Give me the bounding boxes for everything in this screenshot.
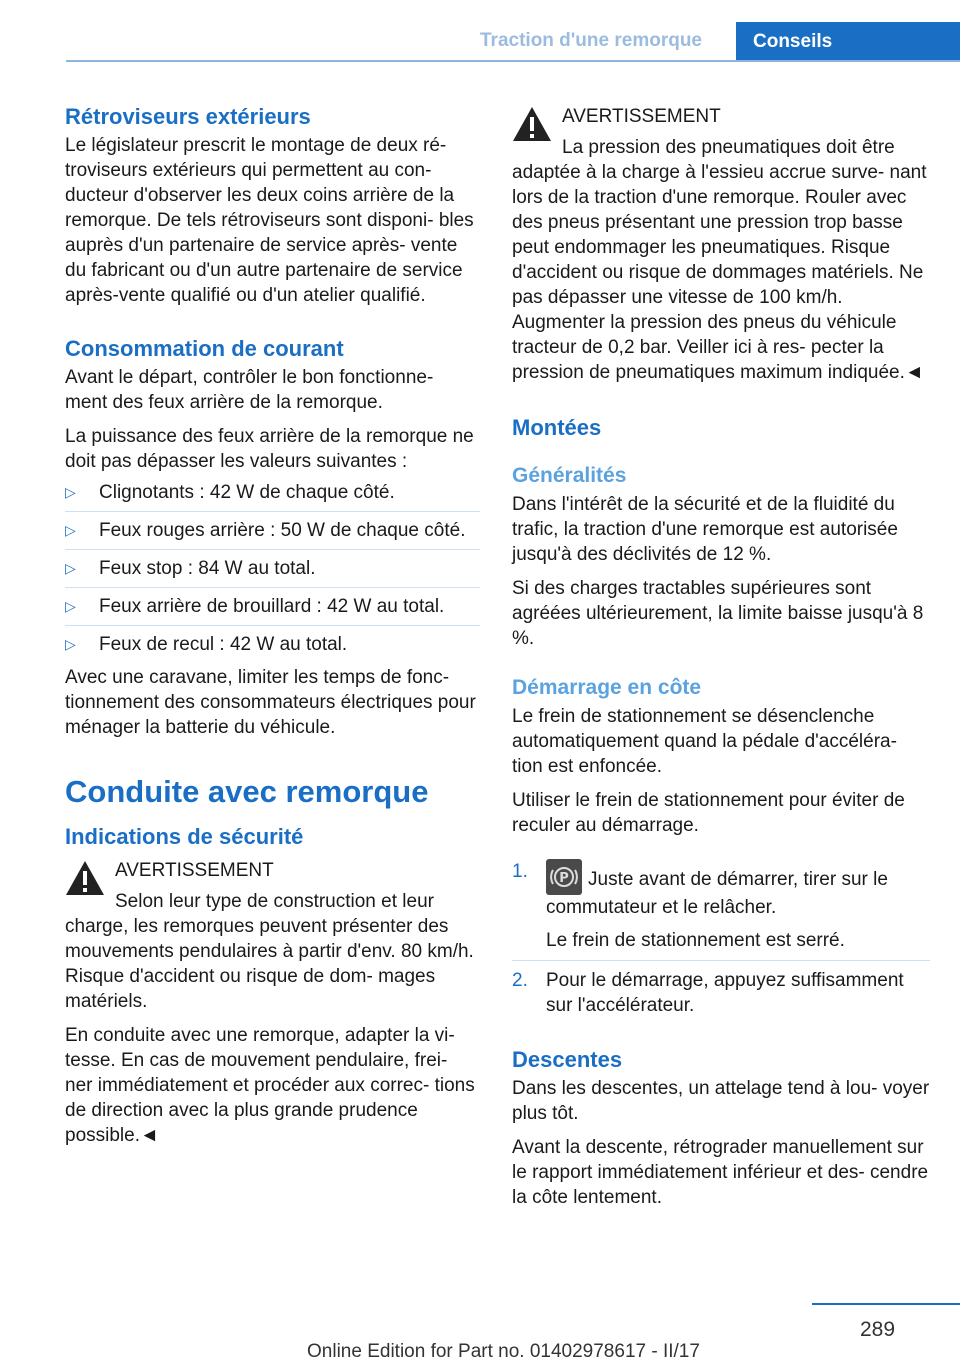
warning-text-2: En conduite avec une remorque, adapter la vi- tesse. En cas de mouvement pendulaire, frei- ner immédiatement et procéder aux correc- tions de direction avec la plus grande prudence possible.◄ (65, 1025, 475, 1146)
parking-brake-icon (546, 859, 582, 895)
triangle-bullet-icon: ▷ (65, 484, 76, 500)
heading-descents: Descentes (512, 1047, 623, 1072)
triangle-bullet-icon: ▷ (65, 636, 76, 652)
header-rule (66, 60, 960, 62)
power-p1: Avant le départ, contrôler le bon fonctionne- ment des feux arrière de la remorque. (65, 367, 434, 413)
power-p3: Avec une caravane, limiter les temps de fonc- tionnement des consommateurs électriques pour ménager la batterie du véhicule. (65, 667, 476, 738)
hill-p1: Le frein de stationnement se désenclenche automatiquement quand la pédale d'accéléra- tion est enfoncée. (512, 706, 897, 777)
warning-label: AVERTISSEMENT (115, 860, 274, 881)
power-p2: La puissance des feux arrière de la remorque ne doit pas dépasser les valeurs suivantes : (65, 426, 474, 472)
warning-block-trailer (65, 858, 480, 1014)
heading-power: Consommation de courant (65, 336, 344, 361)
footer-rule (812, 1303, 960, 1305)
heading-slopes: Montées (512, 415, 602, 440)
list-item: 1. P Juste avant de démarrer, tirer sur le commutateur et le relâcher. Le frein de stationnement est serré. (512, 852, 930, 961)
header-chapter-tab (736, 22, 960, 62)
right-column (512, 104, 930, 1219)
step-sub: Le frein de stationnement est serré. (546, 930, 845, 951)
step-number: 1. (512, 861, 528, 882)
hill-p2: Utiliser le frein de stationnement pour éviter de reculer au démarrage. (512, 790, 905, 836)
list-item: ▷ Feux de recul : 42 W au total. (65, 634, 348, 655)
triangle-bullet-icon: ▷ (65, 522, 76, 538)
header-chapter-label: Conseils (753, 31, 833, 52)
warning-text: Selon leur type de construction et leur charge, les remorques peuvent présenter des mouvements pendulaires à partir d'env. 80 km/h. Risque d'accident ou risque de dom- mages matériels. (65, 891, 474, 1012)
step-number: 2. (512, 970, 528, 991)
heading-hill-start: Démarrage en côte (512, 676, 702, 699)
warning-icon (65, 860, 105, 896)
list-item: 2. Pour le démarrage, appuyez suffisamment sur l'accélérateur. (512, 970, 904, 1016)
mirrors-text: Le législateur prescrit le montage de deux ré- troviseurs extérieurs qui permettent au con- ducteur d'observer les deux coins arrière de la remorque. De tels rétroviseurs sont disponi- bles auprès d'un partenaire de service après- vente du fabricant ou d'un autre partenaire de service après-vente qualifié ou d'un atelier qualifié. (65, 135, 474, 306)
warning-label: AVERTISSEMENT (562, 106, 721, 127)
heading-general: Généralités (512, 464, 627, 487)
heading-mirrors: Rétroviseurs extérieurs (65, 104, 311, 129)
list-item: ▷ Feux arrière de brouillard : 42 W au total. (65, 588, 480, 626)
warning-block-tires (512, 104, 930, 385)
steps-list (512, 852, 930, 1025)
warning-text: La pression des pneumatiques doit être adaptée à la charge à l'essieu accrue surve- nant lors de la traction d'une remorque. Rouler avec des pneus présentant une pression trop basse peut endommager les pneumatiques. Risque d'accident ou risque de dommages matériels. Ne pas dépasser une vitesse de 100 km/h. Augmenter la pression des pneus du véhicule tracteur de 0,2 bar. Veiller ici à res- pecter la pression de pneumatiques maximum indiquée.◄ (512, 137, 927, 383)
descents-p2: Avant la descente, rétrograder manuellement sur le rapport immédiatement inférieur et des- cendre la côte lentement. (512, 1137, 929, 1208)
triangle-bullet-icon: ▷ (65, 598, 76, 614)
general-p1: Dans l'intérêt de la sécurité et de la fluidité du trafic, la traction d'une remorque est autorisée jusqu'à des déclivités de 12 %. (512, 494, 898, 565)
triangle-bullet-icon: ▷ (65, 560, 76, 576)
page-number: 289 (860, 1318, 896, 1341)
svg-text:P: P (559, 871, 569, 886)
list-item: ▷ Clignotants : 42 W de chaque côté. (65, 474, 480, 512)
header-section-title: Traction d'une remorque (480, 30, 702, 51)
edition-footer: Online Edition for Part no. 01402978617 - II/17 (307, 1341, 700, 1362)
power-list (65, 474, 480, 663)
list-item: ▷ Feux rouges arrière : 50 W de chaque côté. (65, 512, 480, 550)
heading-driving: Conduite avec remorque (65, 774, 429, 809)
list-item: ▷ Feux stop : 84 W au total. (65, 550, 480, 588)
left-column (65, 104, 480, 1157)
heading-safety: Indications de sécurité (65, 824, 304, 849)
general-p2: Si des charges tractables supérieures sont agréées ultérieurement, la limite baisse jusqu'à 8 %. (512, 578, 924, 649)
descents-p1: Dans les descentes, un attelage tend à lou- voyer plus tôt. (512, 1078, 930, 1124)
warning-icon (512, 106, 552, 142)
